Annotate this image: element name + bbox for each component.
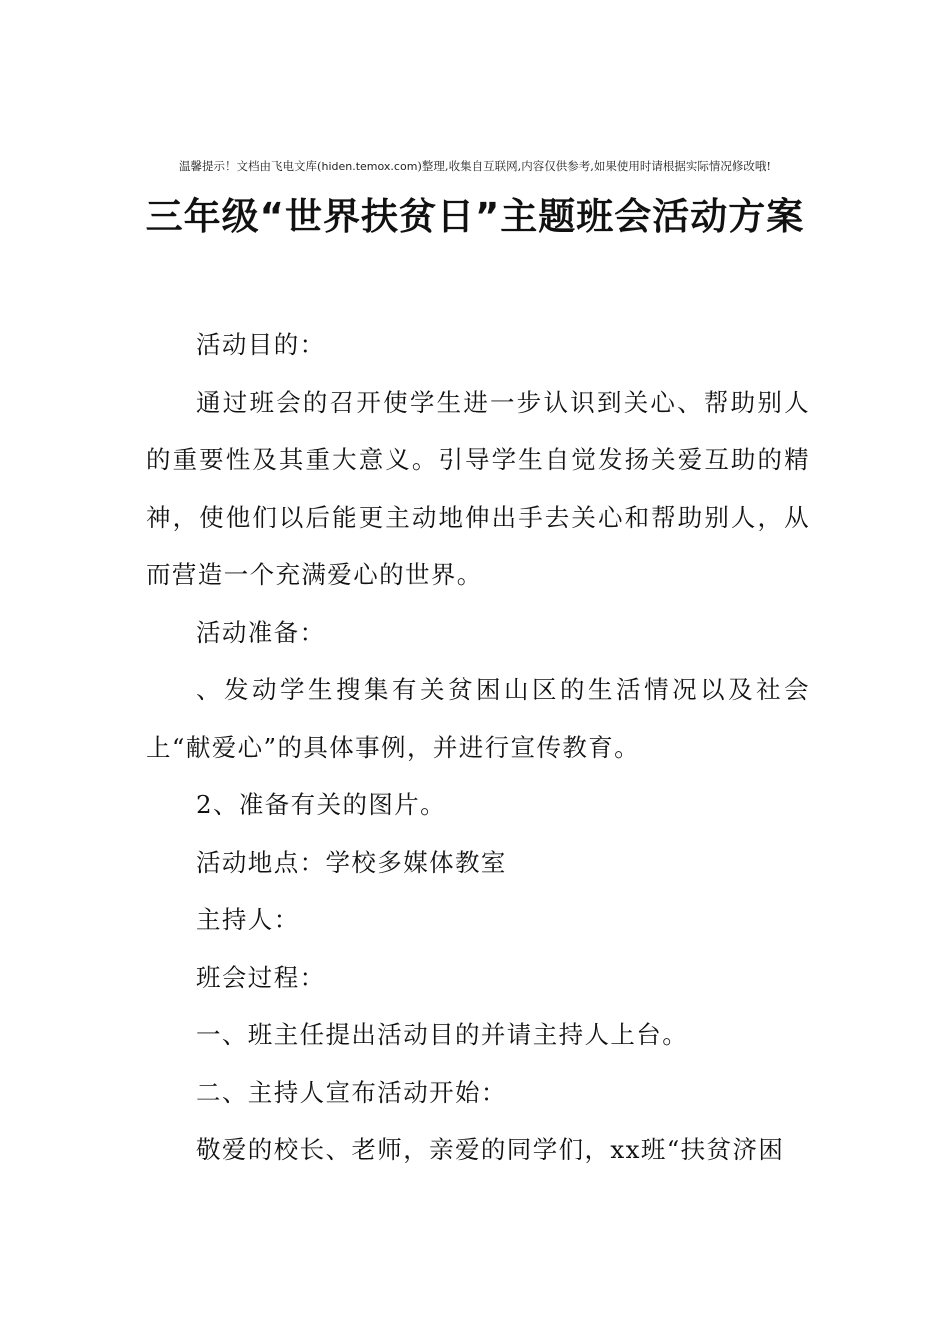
paragraph-speech-start: 敬爱的校长、老师，亲爱的同学们，xx班“扶贫济困 — [196, 1135, 785, 1164]
paragraph-location: 活动地点：学校多媒体教室 — [196, 847, 507, 877]
paragraph-step-1: 一、班主任提出活动目的并请主持人上台。 — [196, 1020, 689, 1049]
paragraph-preparation-heading: 活动准备： — [196, 617, 326, 647]
document-title: 三年级“世界扶贫日”主题班会活动方案 — [145, 195, 805, 238]
paragraph-purpose-heading: 活动目的： — [196, 330, 326, 359]
notice-prefix: 温馨提示！文档由飞电文库( — [178, 159, 322, 173]
document-body — [146, 316, 810, 1179]
notice-suffix: )整理,收集自互联网,内容仅供参考,如果使用时请根据实际情况修改哦! — [417, 159, 771, 173]
paragraph-host: 主持人： — [196, 905, 300, 934]
paragraph-preparation-item-1: 、发动学生搜集有关贫困山区的生活情况以及社会上“献爱心”的具体事例，并进行宣传教育。 — [146, 675, 810, 762]
paragraph-preparation-item-2: 2、准备有关的图片。 — [196, 790, 447, 819]
notice-url: hiden.temox.com — [321, 160, 418, 173]
header-notice — [0, 158, 950, 175]
paragraph-process-heading: 班会过程： — [196, 962, 326, 992]
paragraph-step-2: 二、主持人宣布活动开始： — [196, 1077, 507, 1107]
paragraph-purpose-text: 通过班会的召开使学生进一步认识到关心、帮助别人的重要性及其重大意义。引导学生自觉发扬关爱互助的精神，使他们以后能更主动地伸出手去关心和帮助别人，从而营造一个充满爱心的世界。 — [146, 387, 810, 589]
